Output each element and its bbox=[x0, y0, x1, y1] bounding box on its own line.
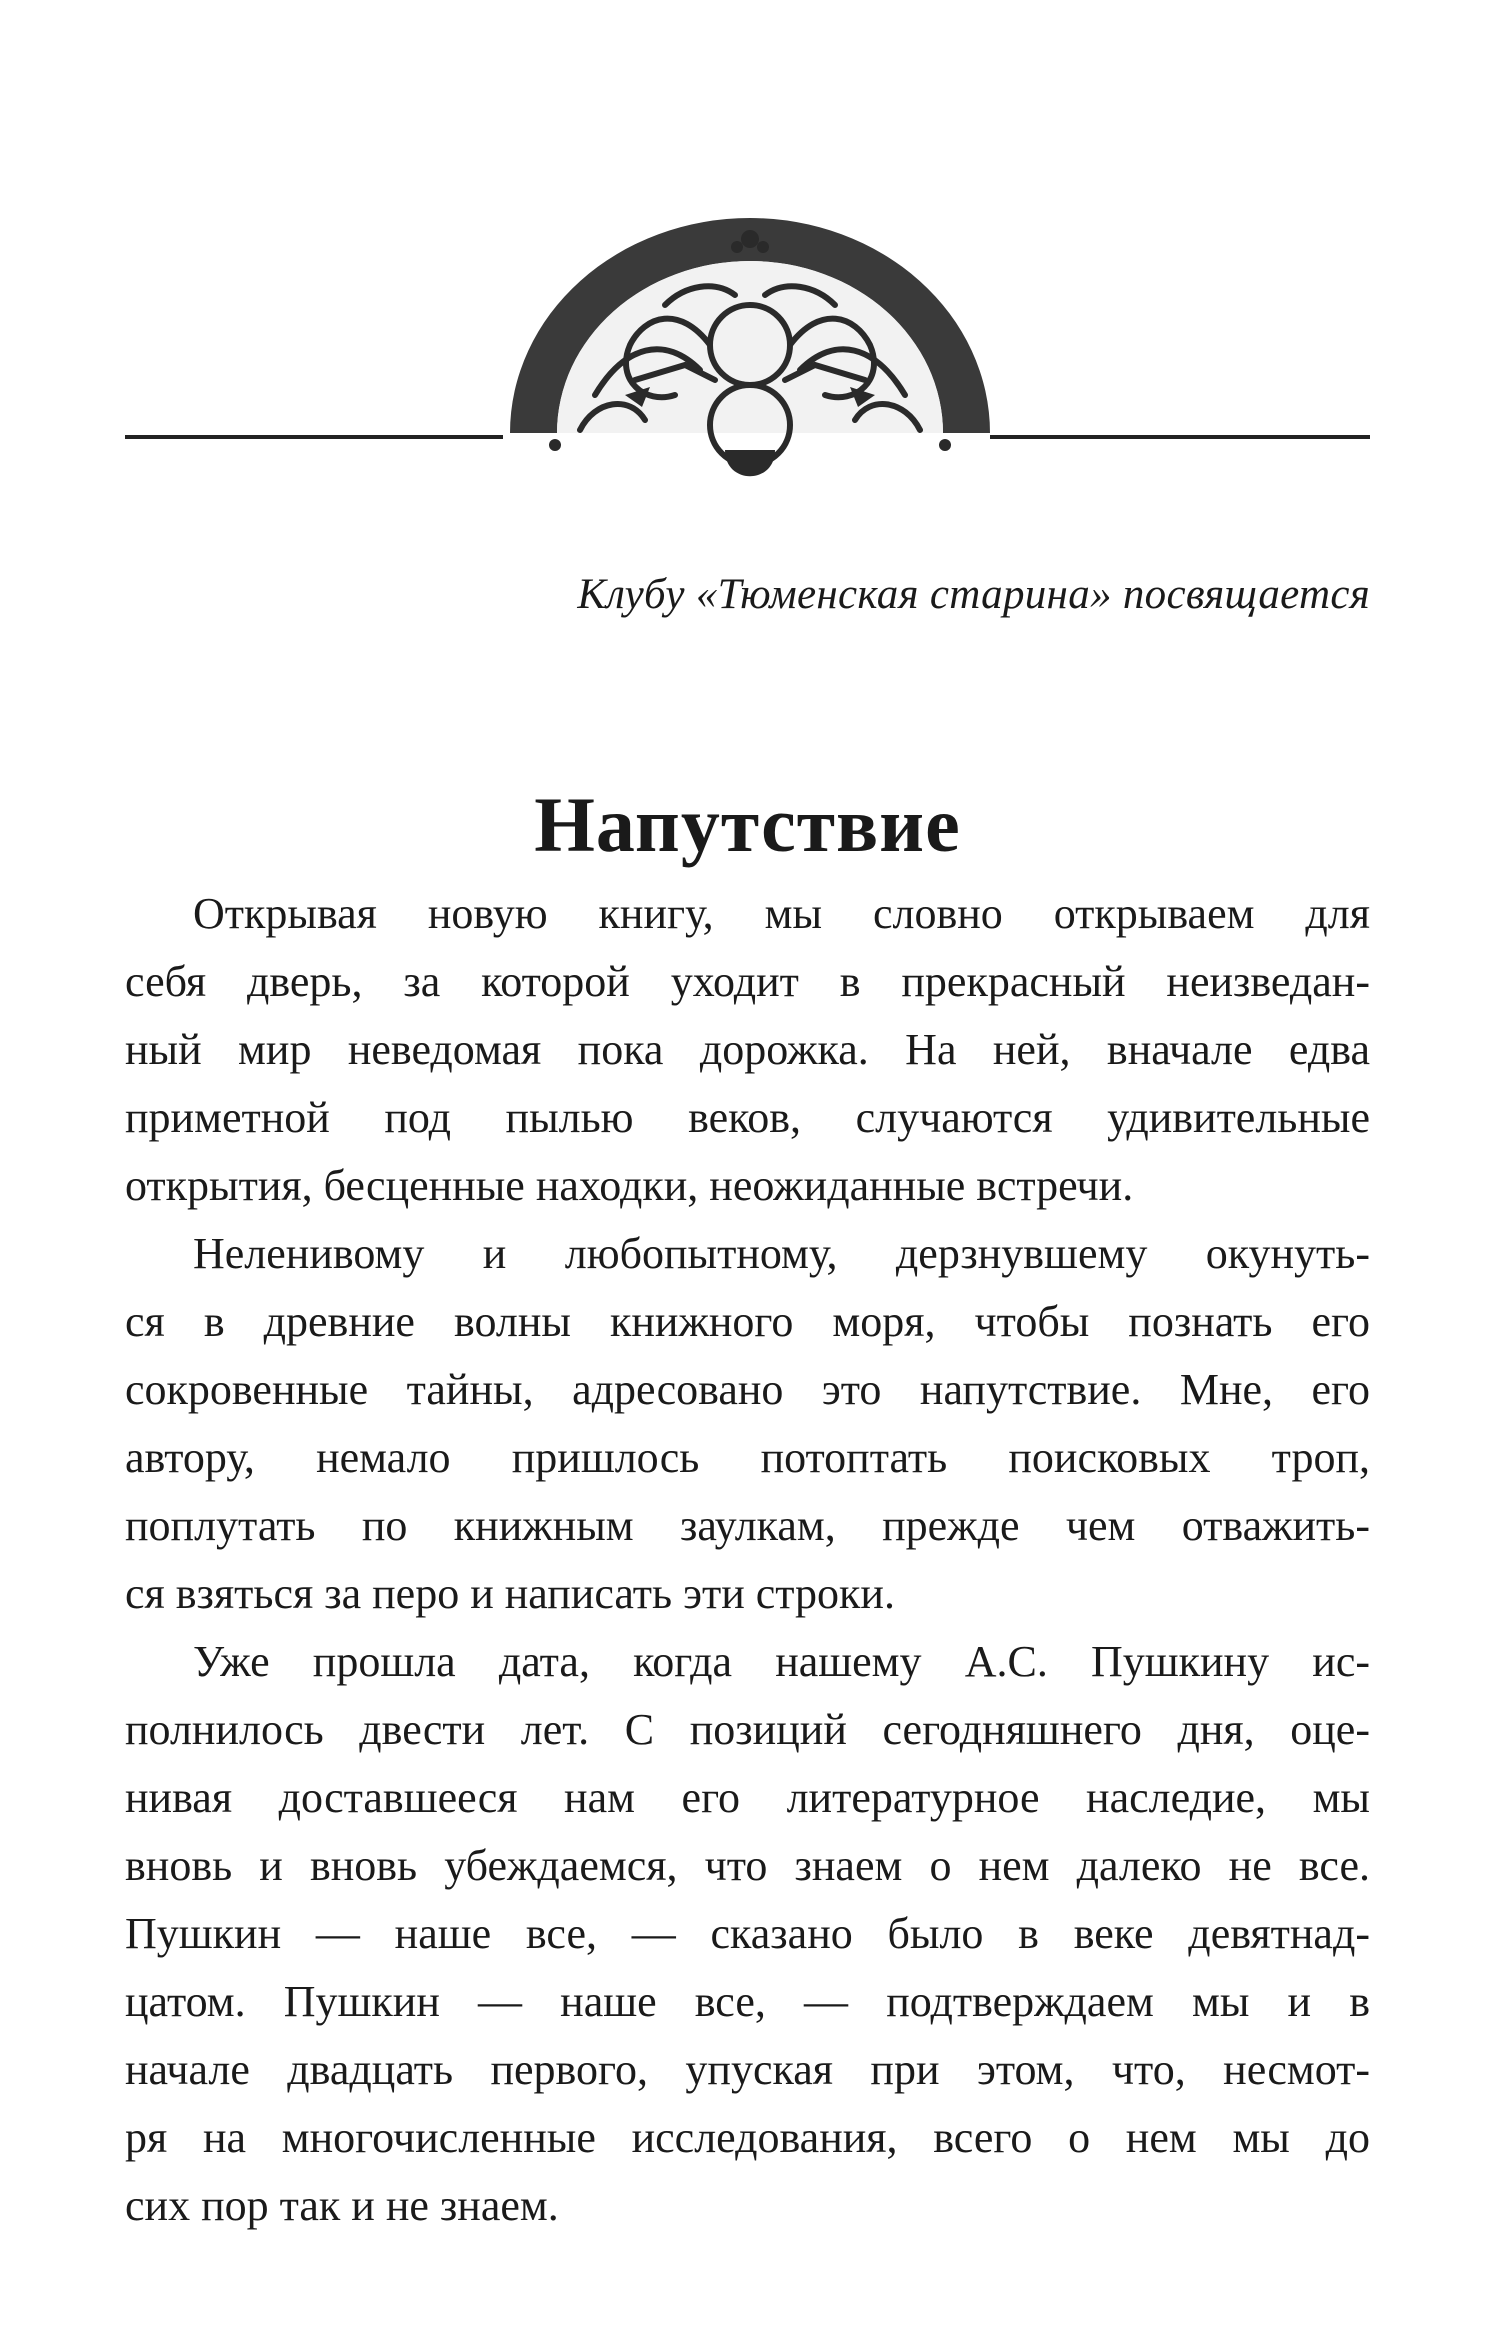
text-line: приметной под пылью веков, случаются удивительные bbox=[125, 1093, 1370, 1142]
text-line: сокровенные тайны, адресовано это напутствие. Мне, его bbox=[125, 1365, 1370, 1414]
celtic-knot-arch-icon bbox=[125, 195, 1370, 495]
text-line: ря на многочисленные исследования, всего о нем мы до bbox=[125, 2113, 1370, 2162]
text-line: Неленивому и любопытному, дерзнувшему окунуть- bbox=[193, 1229, 1370, 1278]
text-line: поплутать по книжным заулкам, прежде чем отважить- bbox=[125, 1501, 1370, 1550]
text-line: Пушкин — наше все, — сказано было в веке девятнад- bbox=[125, 1909, 1370, 1958]
text-line: ся взяться за перо и написать эти строки. bbox=[125, 1569, 895, 1618]
text-line: себя дверь, за которой уходит в прекрасный неизведан- bbox=[125, 957, 1370, 1006]
text-line: начале двадцать первого, упуская при этом, что, несмот- bbox=[125, 2045, 1370, 2094]
paragraph bbox=[125, 880, 1370, 1220]
text-line: вновь и вновь убеждаемся, что знаем о нем далеко не все. bbox=[125, 1841, 1370, 1890]
chapter-title: Напутствие bbox=[534, 781, 961, 868]
text-line: Уже прошла дата, когда нашему А.С. Пушкину ис- bbox=[193, 1637, 1370, 1686]
text-line: ся в древние волны книжного моря, чтобы познать его bbox=[125, 1297, 1370, 1346]
paragraph bbox=[125, 1628, 1370, 2240]
body-text bbox=[125, 880, 1370, 2240]
header-ornament bbox=[125, 195, 1370, 495]
paragraph bbox=[125, 1220, 1370, 1628]
text-line: ный мир неведомая пока дорожка. На ней, вначале едва bbox=[125, 1025, 1370, 1074]
text-line: Открывая новую книгу, мы словно открываем для bbox=[193, 889, 1370, 938]
text-line: полнилось двести лет. С позиций сегодняшнего дня, оце- bbox=[125, 1705, 1370, 1754]
dedication: Клубу «Тюменская старина» посвящается bbox=[577, 571, 1370, 618]
text-line: автору, немало пришлось потоптать поисковых троп, bbox=[125, 1433, 1370, 1482]
text-line: сих пор так и не знаем. bbox=[125, 2181, 559, 2230]
text-line: цатом. Пушкин — наше все, — подтверждаем мы и в bbox=[125, 1977, 1370, 2026]
text-line: нивая доставшееся нам его литературное наследие, мы bbox=[125, 1773, 1370, 1822]
text-line: открытия, бесценные находки, неожиданные встречи. bbox=[125, 1161, 1134, 1210]
